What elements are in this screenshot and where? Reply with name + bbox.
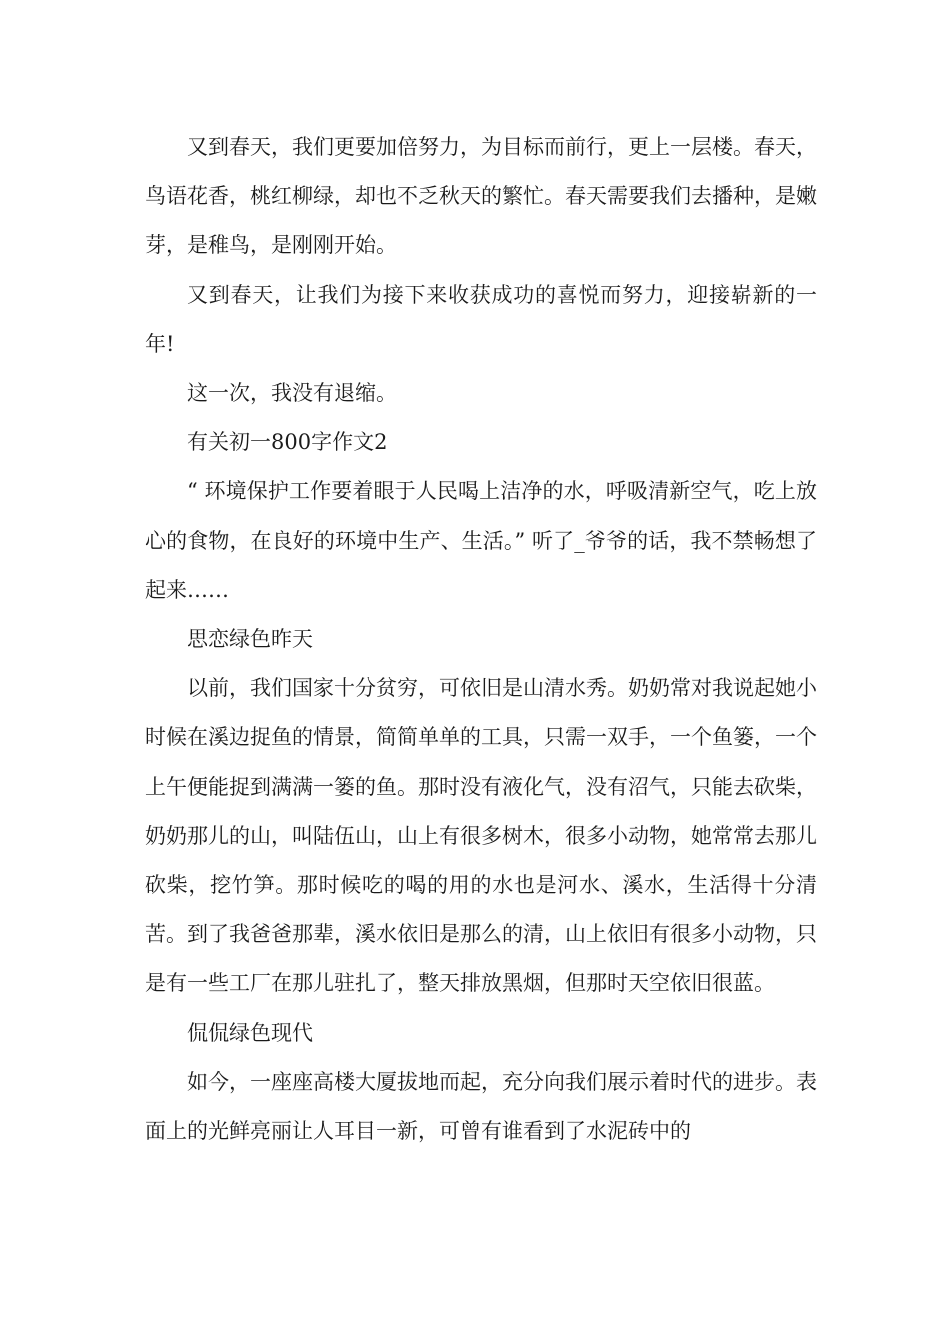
paragraph-new-year: 又到春天，让我们为接下来收获成功的喜悦而努力，迎接崭新的一年! [145,282,817,356]
paragraph-no-retreat: 这一次，我没有退缩。 [187,381,397,406]
essay-title: 有关初一800字作文2 [187,430,388,455]
section-heading-green-yesterday: 思恋绿色昨天 [187,627,313,652]
paragraph-environment-quote: “ 环境保护工作要着眼于人民喝上洁净的水，呼吸清新空气，吃上放心的食物，在良好的环境中生产、生活。” 听了_爷爷的话，我不禁畅想了起来…… [145,479,817,602]
document-body [145,123,817,1156]
paragraph-spring-effort: 又到春天，我们更要加倍努力，为目标而前行，更上一层楼。春天，鸟语花香，桃红柳绿，却也不乏秋天的繁忙。春天需要我们去播种，是嫩芽，是稚鸟，是刚刚开始。 [145,135,817,258]
paragraph-past: 以前，我们国家十分贫穷，可依旧是山清水秀。奶奶常对我说起她小时候在溪边捉鱼的情景，简简单单的工具，只需一双手，一个鱼篓，一个上午便能捉到满满一篓的鱼。那时没有液化气，没有沼气，只能去砍柴，奶奶那儿的山，叫陆伍山，山上有很多树木，很多小动物，她常常去那儿砍柴，挖竹笋。那时候吃的喝的用的水也是河水、溪水，生活得十分清苦。到了我爸爸那辈，溪水依旧是那么的清，山上依旧有很多小动物，只是有一些工厂在那儿驻扎了，整天排放黑烟，但那时天空依旧很蓝。 [145,676,817,996]
section-heading-green-modern: 侃侃绿色现代 [187,1020,313,1045]
paragraph-present: 如今，一座座高楼大厦拔地而起，充分向我们展示着时代的进步。表面上的光鲜亮丽让人耳目一新，可曾有谁看到了水泥砖中的 [145,1069,817,1144]
